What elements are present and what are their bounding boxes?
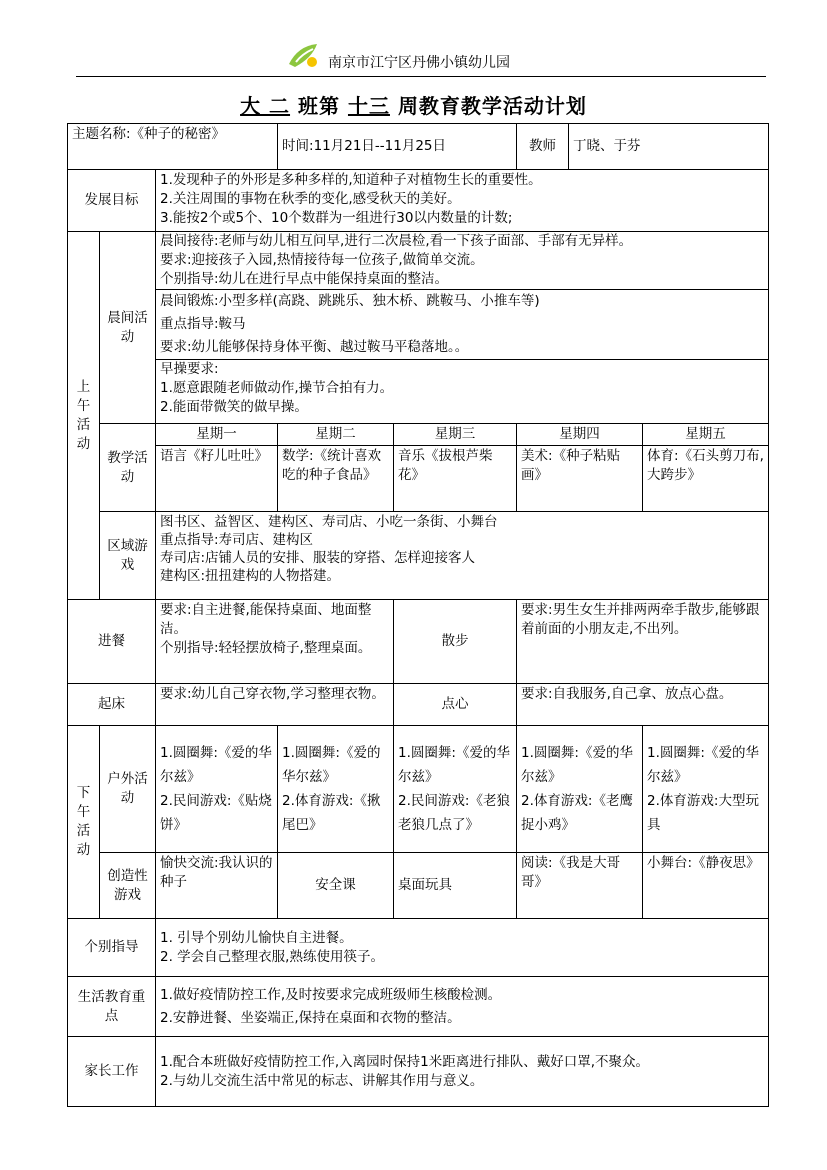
family-item: 2.与幼儿交流生活中常见的标志、讲解其作用与意义。 <box>160 1072 484 1089</box>
outdoor-line: 2.体育游戏:《揪尾巴》 <box>282 793 381 833</box>
reception-line: 个别指导:幼儿在进行早点中能保持桌面的整洁。 <box>160 271 449 287</box>
teaching-label: 教学活动 <box>100 424 156 512</box>
weekday-fri: 星期五 <box>643 424 769 446</box>
theme-name: 主题名称:《种子的秘密》 <box>68 124 278 170</box>
outdoor-line: 1.圆圈舞:《爱的华尔兹》 <box>521 745 633 785</box>
exercise-section <box>156 289 768 359</box>
area-line: 建构区:扭扭建构的人物搭建。 <box>160 568 341 584</box>
snack-label: 点心 <box>394 684 517 726</box>
time-range: 时间:11月21日--11月25日 <box>278 124 517 170</box>
outdoor-thu <box>517 726 643 853</box>
teaching-mon: 语言《籽儿吐吐》 <box>156 446 278 512</box>
teaching-tue: 数学:《统计喜欢吃的种子食品》 <box>278 446 394 512</box>
meal-label: 进餐 <box>68 600 156 684</box>
reception-line: 晨间接待:老师与幼儿相互问早,进行二次晨检,看一下孩子面部、手部有无异样。 <box>160 233 633 249</box>
drill-section <box>156 359 768 417</box>
family-item: 1.配合本班做好疫情防控工作,入离园时保持1米距离进行排队、戴好口罩,不聚众。 <box>160 1053 650 1070</box>
family-row <box>68 1037 769 1107</box>
wake-content: 要求:幼儿自己穿衣物,学习整理衣物。 <box>156 684 394 726</box>
teacher-label: 教师 <box>517 124 569 170</box>
family-label: 家长工作 <box>68 1037 156 1107</box>
outdoor-tue <box>278 726 394 853</box>
walk-content: 要求:男生女生并排两两牵手散步,能够跟着前面的小朋友走,不出列。 <box>517 600 769 684</box>
individual-item: 1. 引导个别幼儿愉快自主进餐。 <box>160 929 353 946</box>
outdoor-row <box>68 726 769 853</box>
creative-wed: 桌面玩具 <box>394 853 517 919</box>
goals-label: 发展目标 <box>68 170 156 232</box>
school-name: 南京市江宁区丹佛小镇幼儿园 <box>328 55 510 71</box>
morning-activity-row <box>68 232 769 424</box>
area-line: 图书区、益智区、建构区、寿司店、小吃一条街、小舞台 <box>160 514 498 530</box>
meal-line: 要求:自主进餐,能保持桌面、地面整洁。 <box>160 602 372 637</box>
life-item: 1.做好疫情防控工作,及时按要求完成班级师生核酸检测。 <box>160 986 502 1003</box>
outdoor-line: 2.民间游戏:《老狼老狼几点了》 <box>398 793 510 833</box>
area-label: 区域游戏 <box>100 512 156 600</box>
weekday-mon: 星期一 <box>156 424 278 446</box>
outdoor-mon <box>156 726 278 853</box>
page-title <box>0 90 827 119</box>
reception-section <box>160 232 764 289</box>
exercise-line: 晨间锻炼:小型多样(高跷、跳跳乐、独木桥、跳鞍马、小推车等) <box>160 293 540 309</box>
title-class: 大 二 <box>240 94 291 118</box>
outdoor-line: 2.体育游戏:《老鹰捉小鸡》 <box>521 793 633 833</box>
title-mid2: 周教育教学活动计划 <box>397 94 587 118</box>
area-content <box>156 512 769 600</box>
creative-fri: 小舞台:《静夜思》 <box>643 853 769 919</box>
teaching-row <box>68 446 769 512</box>
title-mid1: 班第 <box>298 94 340 118</box>
exercise-line: 重点指导:鞍马 <box>160 316 246 332</box>
outdoor-line: 1.圆圈舞:《爱的华尔兹》 <box>398 745 510 785</box>
area-line: 重点指导:寿司店、建构区 <box>160 532 314 548</box>
individual-content <box>156 919 769 977</box>
individual-item: 2. 学会自己整理衣服,熟练使用筷子。 <box>160 948 384 965</box>
goals-row <box>68 170 769 232</box>
creative-label: 创造性游戏 <box>100 853 156 919</box>
afternoon-label: 下午活动 <box>68 726 100 919</box>
morning-activity-label: 晨间活动 <box>100 232 156 424</box>
creative-thu: 阅读:《我是大哥哥》 <box>517 853 643 919</box>
walk-label: 散步 <box>394 600 517 684</box>
goal-item: 2.关注周围的事物在秋季的变化,感受秋天的美好。 <box>160 191 461 207</box>
outdoor-line: 2.体育游戏:大型玩具 <box>647 793 759 833</box>
meal-content <box>156 600 394 684</box>
drill-line: 早操要求: <box>160 361 219 377</box>
family-content <box>156 1037 769 1107</box>
individual-label: 个别指导 <box>68 919 156 977</box>
kindergarten-logo-icon <box>286 40 320 70</box>
outdoor-wed <box>394 726 517 853</box>
drill-line: 2.能面带微笑的做早操。 <box>160 399 308 415</box>
snack-content: 要求:自我服务,自己拿、放点心盘。 <box>517 684 769 726</box>
theme-row <box>68 124 769 170</box>
life-item: 2.安静进餐、坐姿端正,保持在桌面和衣物的整洁。 <box>160 1009 461 1026</box>
individual-row <box>68 919 769 977</box>
teacher-names: 丁晓、于芬 <box>569 124 769 170</box>
creative-mon: 愉快交流:我认识的种子 <box>156 853 278 919</box>
header-rule <box>76 76 766 77</box>
outdoor-line: 1.圆圈舞:《爱的华尔兹》 <box>282 745 381 785</box>
teaching-fri: 体育:《石头剪刀布,大跨步》 <box>643 446 769 512</box>
goal-item: 1.发现种子的外形是多种多样的,知道种子对植物生长的重要性。 <box>160 172 542 188</box>
outdoor-line: 1.圆圈舞:《爱的华尔兹》 <box>647 745 759 785</box>
goals-content <box>156 170 769 232</box>
area-row <box>68 512 769 600</box>
wake-label: 起床 <box>68 684 156 726</box>
goal-item: 3.能按2个或5个、10个数群为一组进行30以内数量的计数; <box>160 210 513 226</box>
weekday-thu: 星期四 <box>517 424 643 446</box>
morning-activity-content <box>156 232 769 424</box>
morning-label: 上午活动 <box>68 232 100 600</box>
exercise-line: 要求:幼儿能够保持身体平衡、越过鞍马平稳落地。。 <box>160 339 469 355</box>
title-week: 十三 <box>347 94 390 118</box>
meal-line: 个别指导:轻轻摆放椅子,整理桌面。 <box>160 640 372 656</box>
area-line: 寿司店:店铺人员的安排、服装的穿搭、怎样迎接客人 <box>160 550 476 566</box>
meal-row <box>68 600 769 684</box>
weekday-tue: 星期二 <box>278 424 394 446</box>
reception-line: 要求:迎接孩子入园,热情接待每一位孩子,做简单交流。 <box>160 252 484 268</box>
drill-line: 1.愿意跟随老师做动作,操节合拍有力。 <box>160 380 394 396</box>
life-row <box>68 977 769 1037</box>
life-content <box>156 977 769 1037</box>
creative-row <box>68 853 769 919</box>
plan-table <box>67 123 769 1107</box>
weekday-row <box>68 424 769 446</box>
teaching-wed: 音乐《拔根芦柴花》 <box>394 446 517 512</box>
teaching-thu: 美术:《种子粘贴画》 <box>517 446 643 512</box>
creative-tue: 安全课 <box>278 853 394 919</box>
outdoor-fri <box>643 726 769 853</box>
weekday-wed: 星期三 <box>394 424 517 446</box>
outdoor-line: 2.民间游戏:《贴烧饼》 <box>160 793 272 833</box>
outdoor-label: 户外活动 <box>100 726 156 853</box>
outdoor-line: 1.圆圈舞:《爱的华尔兹》 <box>160 745 272 785</box>
life-label: 生活教育重点 <box>68 977 156 1037</box>
wake-row <box>68 684 769 726</box>
